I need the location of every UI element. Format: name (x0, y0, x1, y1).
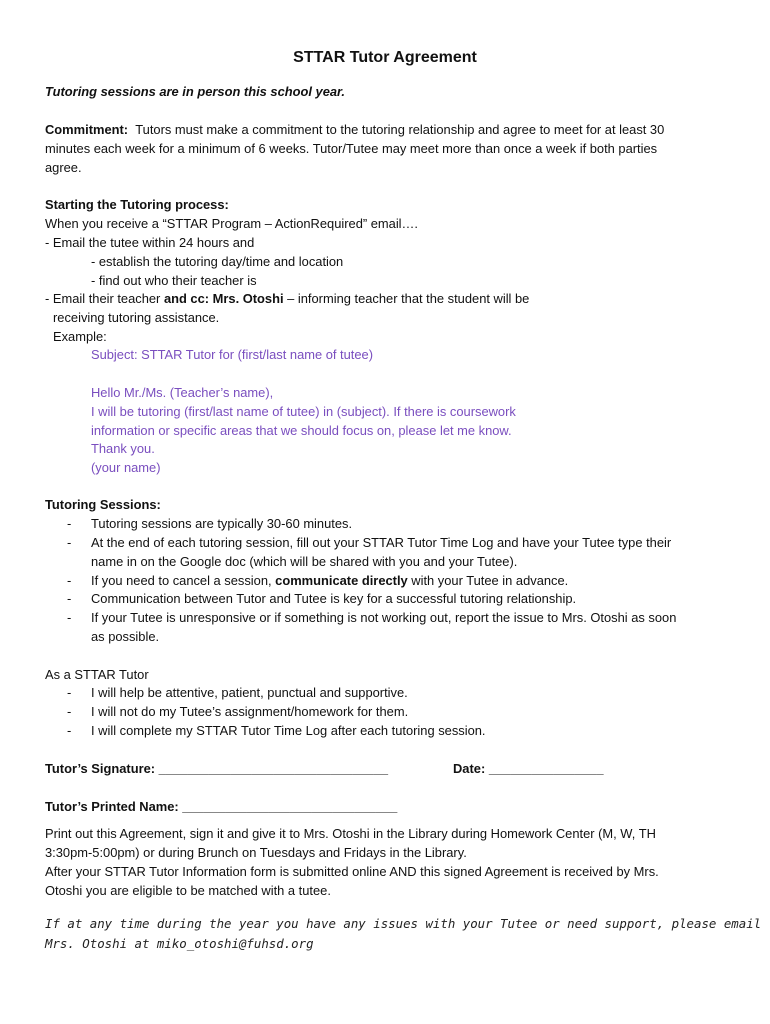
email-teacher-post: – informing teacher that the student will be (283, 291, 530, 306)
bullet-dash: - (67, 685, 72, 700)
bullet-dash: - (67, 704, 72, 719)
starting-email-tutee: - Email the tutee within 24 hours and (45, 235, 255, 250)
bullet-dash: - (67, 723, 72, 738)
starting-example: Example: (53, 329, 107, 344)
sessions-item-5a: If your Tutee is unresponsive or if something is not working out, report the issue to Mrs. Otoshi as soon (91, 610, 677, 625)
as-tutor-item-1: I will help be attentive, patient, punctual and supportive. (91, 685, 408, 700)
instructions-line-1: Print out this Agreement, sign it and give it to Mrs. Otoshi in the Library during Homework Center (M, W, TH (45, 826, 656, 841)
commitment-text-1: Tutors must make a commitment to the tutoring relationship and agree to meet for at least 30 (135, 122, 665, 137)
example-hello: Hello Mr./Ms. (Teacher’s name), (91, 385, 274, 400)
instructions-line-2: 3:30pm-5:00pm) or during Brunch on Tuesdays and Fridays in the Library. (45, 845, 467, 860)
bullet-dash: - (67, 610, 72, 625)
as-tutor-item-3: I will complete my STTAR Tutor Time Log after each tutoring session. (91, 723, 486, 738)
sessions-item-3-bold: communicate directly (275, 573, 408, 588)
as-tutor-item-2: I will not do my Tutee’s assignment/homework for them. (91, 704, 409, 719)
sessions-item-5b: as possible. (91, 629, 160, 644)
example-thanks: Thank you. (91, 441, 155, 456)
page-title: STTAR Tutor Agreement (293, 49, 477, 66)
email-teacher-bold: and cc: Mrs. Otoshi (163, 291, 284, 306)
sessions-item-3-post: with your Tutee in advance. (407, 573, 569, 588)
sessions-item-2b: name in on the Google doc (which will be shared with you and your Tutee). (91, 554, 518, 569)
starting-receiving: receiving tutoring assistance. (53, 310, 220, 325)
date-line: Date: ________________ (453, 761, 604, 776)
bullet-dash: - (67, 516, 72, 531)
sessions-heading: Tutoring Sessions: (45, 497, 161, 512)
sessions-item-4: Communication between Tutor and Tutee is key for a successful tutoring relationship. (91, 591, 577, 606)
starting-sub-1: - establish the tutoring day/time and location (91, 254, 344, 269)
bullet-dash: - (67, 535, 72, 550)
printed-name-line: Tutor’s Printed Name: ______________________________ (45, 799, 398, 814)
commitment-line-3: agree. (45, 160, 82, 175)
starting-when: When you receive a “STTAR Program – ActionRequired” email…. (45, 216, 419, 231)
commitment-label: Commitment: (45, 122, 129, 137)
instructions-line-4: Otoshi you are eligible to be matched with a tutee. (45, 883, 331, 898)
sessions-item-2a: At the end of each tutoring session, fill out your STTAR Tutor Time Log and have your Tutee type their (91, 535, 672, 550)
example-sign: (your name) (91, 460, 161, 475)
example-subject: Subject: STTAR Tutor for (first/last name of tutee) (91, 347, 374, 362)
sessions-item-3-pre: If you need to cancel a session, (91, 573, 276, 588)
example-body-2: information or specific areas that we should focus on, please let me know. (91, 423, 512, 438)
starting-sub-2: - find out who their teacher is (91, 273, 257, 288)
footer-line-2: Mrs. Otoshi at miko_otoshi@fuhsd.org (45, 936, 314, 951)
footer-line-1: If at any time during the year you have any issues with your Tutee or need support, please email (45, 916, 762, 931)
example-body-1: I will be tutoring (first/last name of tutee) in (subject). If there is coursework (91, 404, 516, 419)
sessions-item-3 (91, 571, 568, 590)
intro-text: Tutoring sessions are in person this school year. (45, 84, 345, 99)
instructions-line-3: After your STTAR Tutor Information form is submitted online AND this signed Agreement is received by Mrs. (45, 864, 659, 879)
commitment-line-1 (45, 120, 664, 139)
as-tutor-heading: As a STTAR Tutor (45, 667, 149, 682)
email-teacher-pre: - Email their teacher (45, 291, 164, 306)
signature-line: Tutor’s Signature: ________________________________ (45, 761, 389, 776)
starting-heading: Starting the Tutoring process: (45, 197, 229, 212)
bullet-dash: - (67, 591, 72, 606)
starting-email-teacher (45, 289, 529, 308)
commitment-line-2: minutes each week for a minimum of 6 weeks. Tutor/Tutee may meet more than once a week if both parties (45, 141, 658, 156)
bullet-dash: - (67, 573, 72, 588)
sessions-item-1: Tutoring sessions are typically 30-60 minutes. (91, 516, 353, 531)
